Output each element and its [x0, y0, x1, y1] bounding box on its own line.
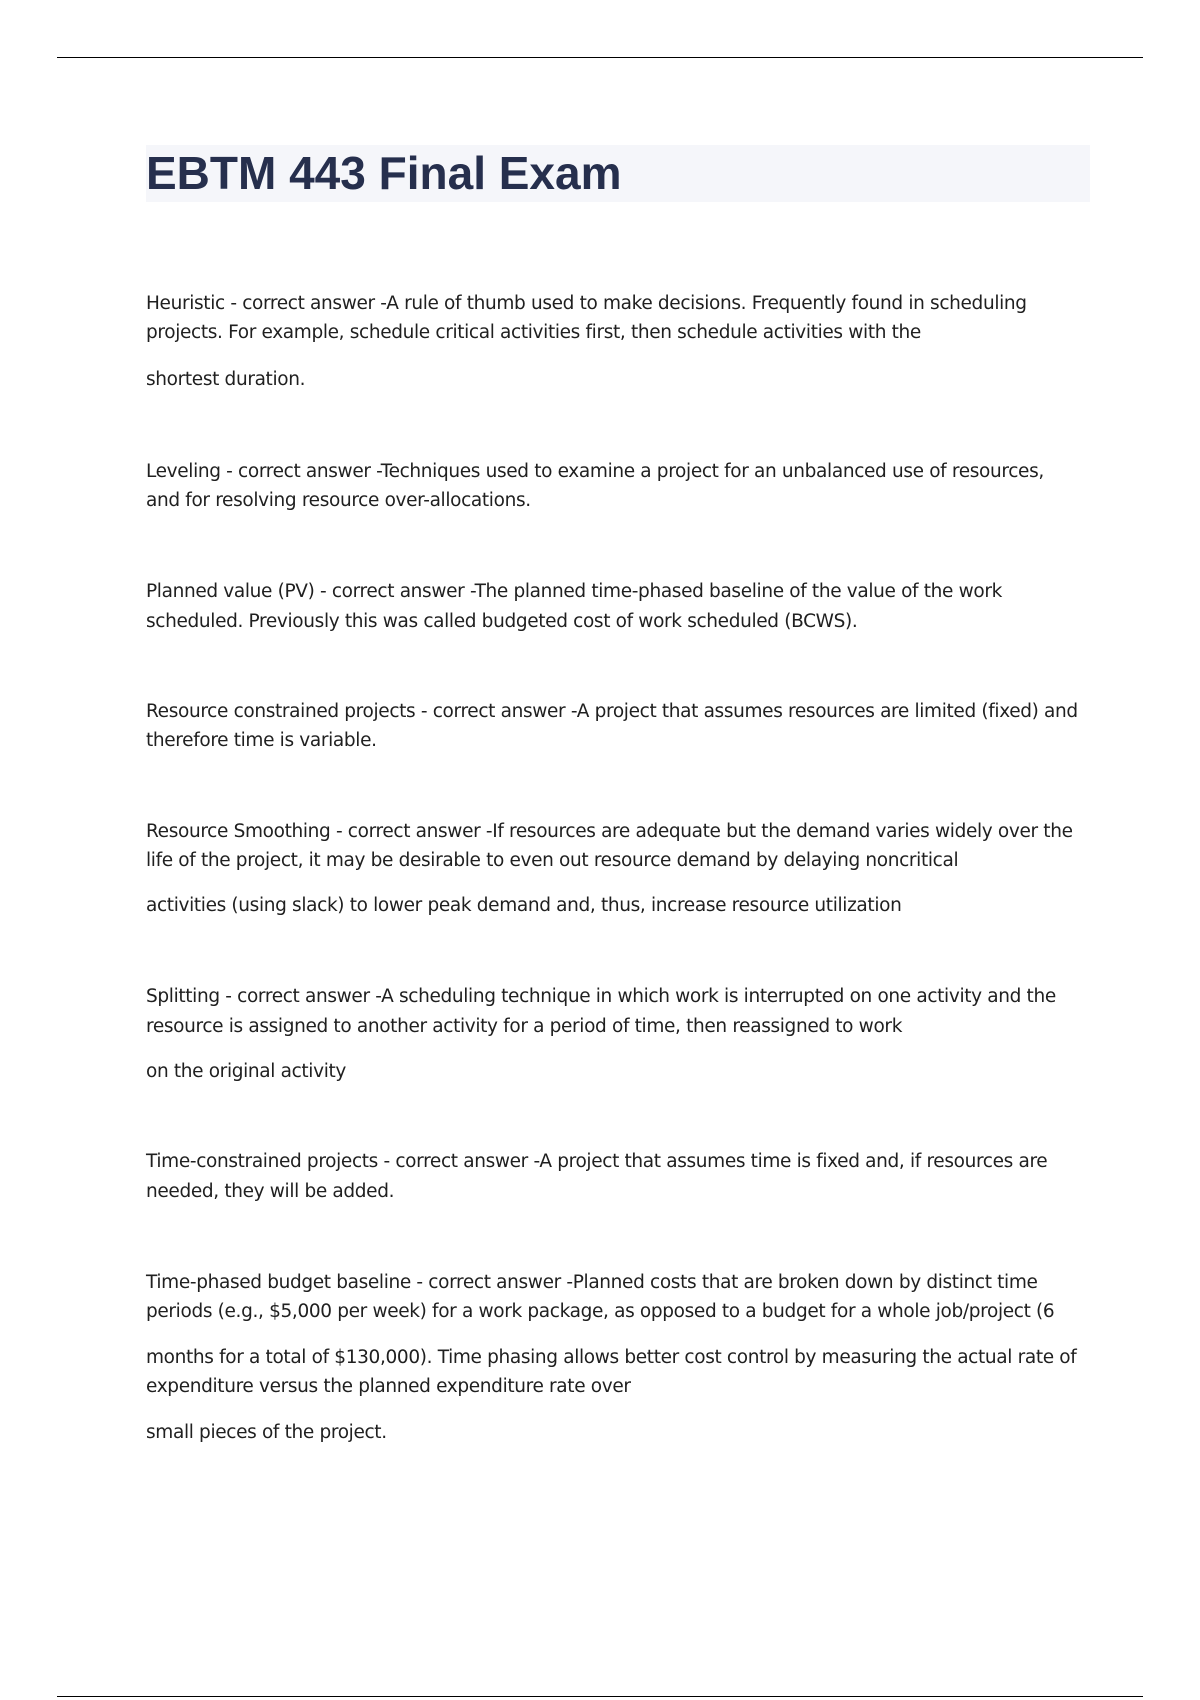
entry-line: Resource constrained projects - correct answer -A project that assumes resources are limited (fixed) and	[146, 701, 1078, 722]
document-title: EBTM 443 Final Exam	[146, 147, 622, 199]
entry-line: and for resolving resource over-allocations.	[146, 490, 531, 511]
entry-line: Time-phased budget baseline - correct answer -Planned costs that are broken down by distinct time	[146, 1272, 1038, 1293]
bottom-rule	[57, 1696, 1143, 1697]
entry-line: Resource Smoothing - correct answer -If resources are adequate but the demand varies widely over the	[146, 821, 1073, 842]
entry-line: Heuristic - correct answer -A rule of thumb used to make decisions. Frequently found in scheduling	[146, 293, 1027, 314]
entry-line: months for a total of $130,000). Time phasing allows better cost control by measuring the actual rate of	[146, 1347, 1077, 1368]
entry-line: periods (e.g., $5,000 per week) for a work package, as opposed to a budget for a whole job/project (6	[146, 1301, 1055, 1322]
entry-line: on the original activity	[146, 1061, 346, 1082]
entry-line: therefore time is variable.	[146, 730, 377, 751]
entry-line: Splitting - correct answer -A scheduling technique in which work is interrupted on one activity and the	[146, 986, 1056, 1007]
entry-line: Time-constrained projects - correct answer -A project that assumes time is fixed and, if resources are	[146, 1151, 1048, 1172]
entry-line: life of the project, it may be desirable to even out resource demand by delaying noncritical	[146, 850, 959, 871]
entry-line: Leveling - correct answer -Techniques used to examine a project for an unbalanced use of resources,	[146, 461, 1044, 482]
entry-line: small pieces of the project.	[146, 1422, 387, 1443]
entry-line: scheduled. Previously this was called budgeted cost of work scheduled (BCWS).	[146, 611, 858, 632]
entry-line: activities (using slack) to lower peak demand and, thus, increase resource utilization	[146, 895, 902, 916]
entry-line: projects. For example, schedule critical activities first, then schedule activities with the	[146, 322, 921, 343]
entry-line: shortest duration.	[146, 369, 306, 390]
entry-line: needed, they will be added.	[146, 1181, 395, 1202]
entry-line: expenditure versus the planned expenditure rate over	[146, 1376, 631, 1397]
entry-line: Planned value (PV) - correct answer -The planned time-phased baseline of the value of the work	[146, 581, 1002, 602]
top-rule	[57, 57, 1143, 58]
entry-line: resource is assigned to another activity for a period of time, then reassigned to work	[146, 1016, 903, 1037]
